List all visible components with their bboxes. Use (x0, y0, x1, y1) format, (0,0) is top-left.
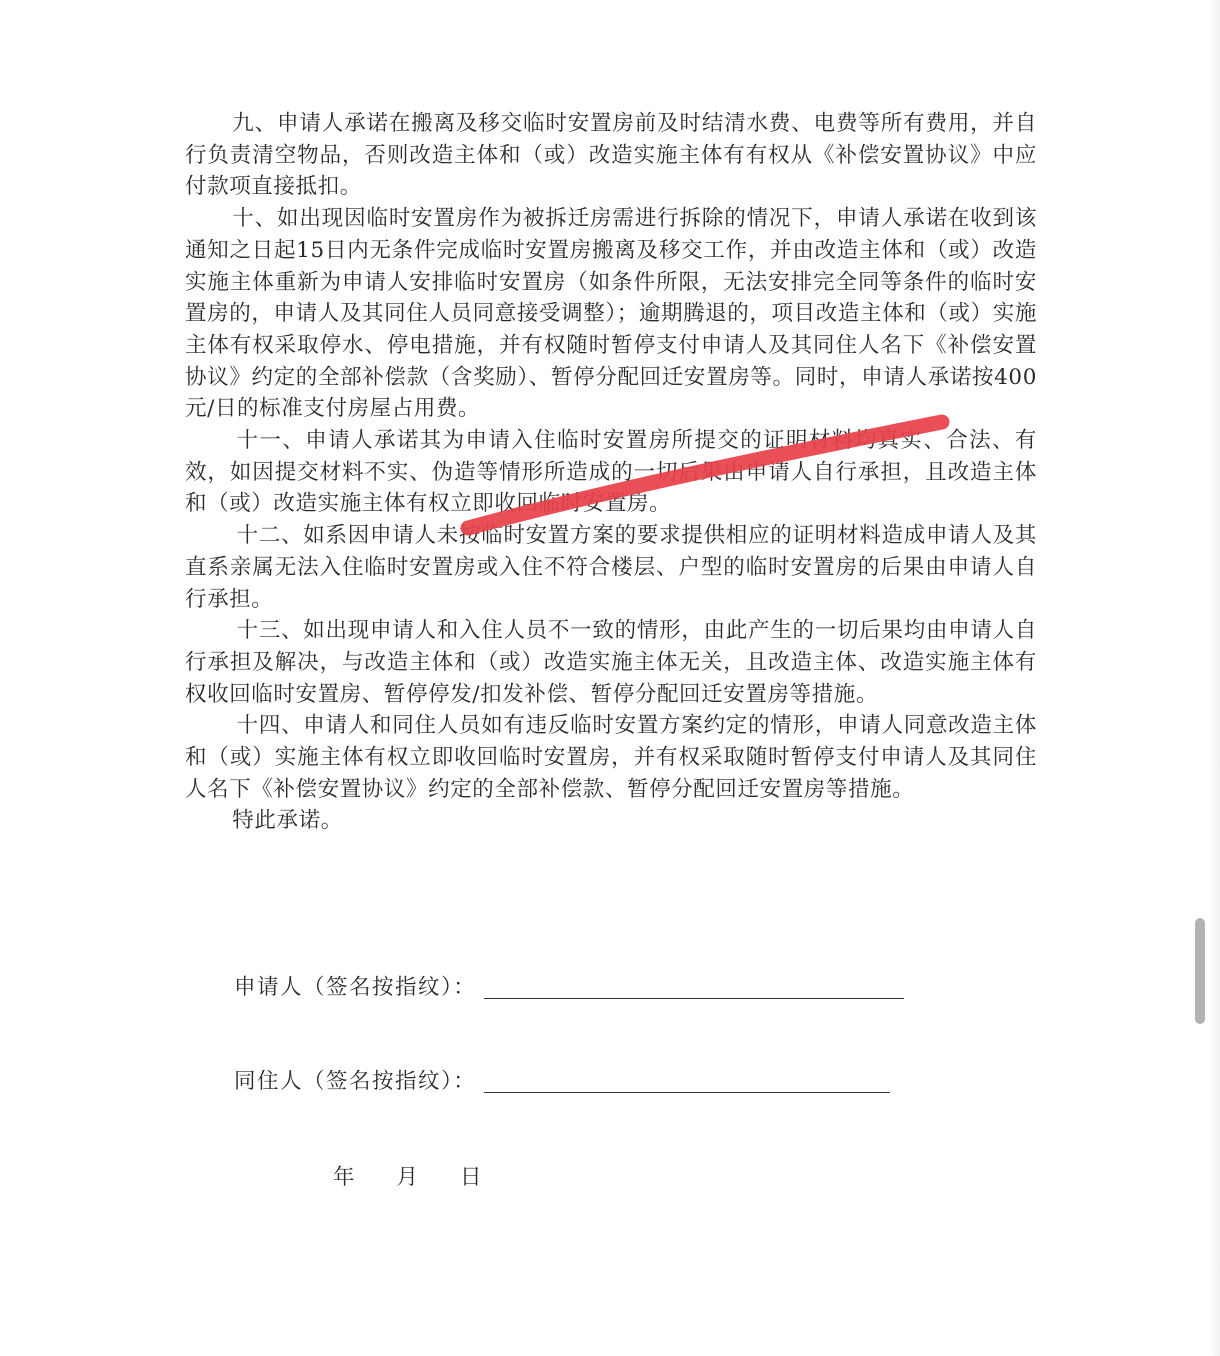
date-year-label: 年 (333, 1165, 355, 1190)
page-edge (1210, 0, 1220, 1356)
cohabitant-signature-line (234, 1064, 890, 1095)
clause-12: 十二、如系因申请人未按临时安置方案的要求提供相应的证明材料造成申请人及其直系亲属无法入住临时安置房或入住不符合楼层、户型的临时安置房的后果由申请人自行承担。 (185, 523, 1037, 612)
applicant-signature-line (234, 970, 904, 1001)
document-body (185, 108, 1037, 837)
clause-11: 十一、申请人承诺其为申请入住临时安置房所提交的证明材料均真实、合法、有效，如因提交材料不实、伪造等情形所造成的一切后果由申请人自行承担，且改造主体和（或）改造实施主体有权立即收回临时安置房。 (185, 428, 1037, 517)
clause-14: 十四、申请人和同住人员如有违反临时安置方案约定的情形，申请人同意改造主体和（或）实施主体有权立即收回临时安置房，并有权采取随时暂停支付申请人及其同住人名下《补偿安置协议》约定的全部补偿款、暂停分配回迁安置房等措施。 (185, 713, 1037, 802)
date-month-label: 月 (396, 1165, 419, 1190)
cohabitant-signature-blank (484, 1091, 890, 1093)
cohabitant-signature-label: 同住人（签名按指纹）： (234, 1069, 477, 1094)
date-line (333, 1160, 482, 1191)
applicant-signature-label: 申请人（签名按指纹）： (234, 975, 477, 1000)
clause-9: 九、申请人承诺在搬离及移交临时安置房前及时结清水费、电费等所有费用，并自行负责清空物品，否则改造主体和（或）改造实施主体有有权从《补偿安置协议》中应付款项直接抵扣。 (185, 111, 1037, 200)
clause-13: 十三、如出现申请人和入住人员不一致的情形，由此产生的一切后果均由申请人自行承担及解决，与改造主体和（或）改造实施主体无关，且改造主体、改造实施主体有权收回临时安置房、暂停停发/扣发补偿、暂停分配回迁安置房等措施。 (185, 618, 1037, 707)
date-day-label: 日 (460, 1165, 482, 1190)
scrollbar-thumb[interactable] (1195, 918, 1205, 1024)
applicant-signature-blank (484, 997, 904, 999)
closing-statement: 特此承诺。 (232, 808, 343, 834)
clause-10: 十、如出现因临时安置房作为被拆迁房需进行拆除的情况下，申请人承诺在收到该通知之日起15日内无条件完成临时安置房搬离及移交工作，并由改造主体和（或）改造实施主体重新为申请人安排临时安置房（如条件所限，无法安排完全同等条件的临时安置房的，申请人及其同住人员同意接受调整）；逾期腾退的，项目改造主体和（或）实施主体有权采取停水、停电措施，并有权随时暂停支付申请人及其同住人名下《补偿安置协议》约定的全部补偿款（含奖励）、暂停分配回迁安置房等。同时，申请人承诺按400元/日的标准支付房屋占用费。 (185, 206, 1037, 422)
